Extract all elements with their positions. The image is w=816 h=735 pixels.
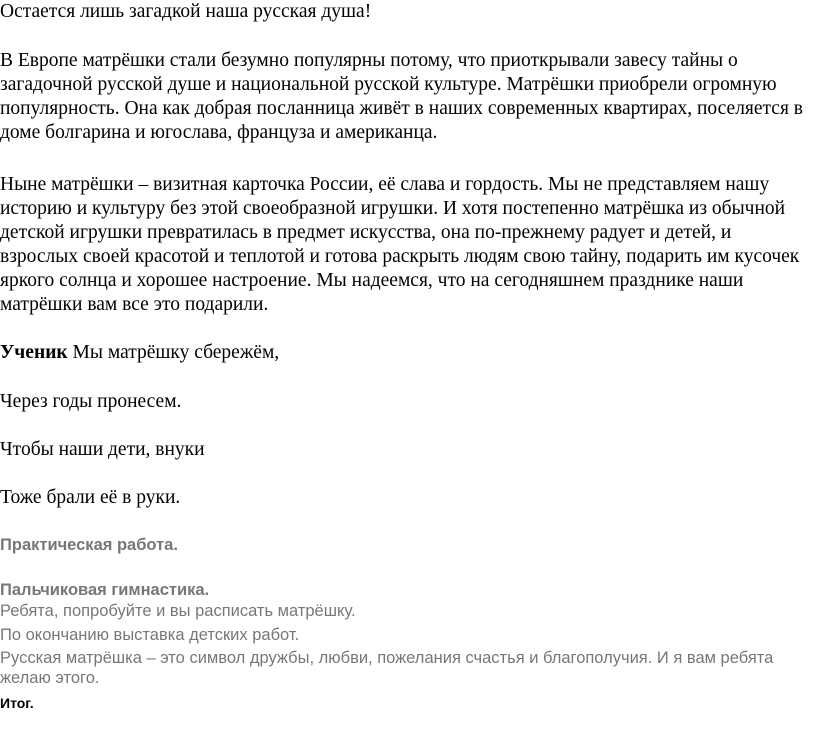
document-title: Остается лишь загадкой наша русская душа! <box>0 1 372 22</box>
instruction-2: По окончанию выставка детских работ. <box>0 626 300 644</box>
instruction-1: Ребята, попробуйте и вы расписать матрёшку. <box>0 602 356 620</box>
poem-speaker: Ученик <box>0 342 68 363</box>
closing-text: Русская матрёшка – это символ дружбы, любви, пожелания счастья и благополучия. И я вам ребята желаю этого. <box>0 649 774 687</box>
poem-line-1-text: Мы матрёшку сбережём, <box>67 342 280 363</box>
poem-line-3: Чтобы наши дети, внуки <box>0 439 205 460</box>
practical-heading: Практическая работа. <box>0 536 178 554</box>
poem-line-2: Через годы пронесем. <box>0 391 182 412</box>
paragraph-russia: Ныне матрёшки – визитная карточка России, её слава и гордость. Мы не представляем нашу историю и культуру без этой своеобразной игрушки. И хотя постепенно матрёшка из обычной детской игрушки превратилась в предмет искусства, она по-прежнему радует и детей, и взрослых своей красотой и теплотой и готова раскрыть людям свою тайну, подарить им кусочек яркого солнца и хорошее настроение. Мы надеемся, что на сегодняшнем празднике наши матрёшки вам все это подарили. <box>0 174 800 315</box>
gymnastics-heading: Пальчиковая гимнастика. <box>0 581 210 599</box>
paragraph-europe: В Европе матрёшки стали безумно популярны потому, что приоткрывали завесу тайны о загадочной русской душе и национальной русской культуре. Матрёшки приобрели огромную популярность. Она как добрая посланница живёт в наших современных квартирах, поселяется в доме болгарина и югослава, француза и американца. <box>0 50 804 143</box>
poem-line-1 <box>0 341 812 365</box>
poem-line-4: Тоже брали её в руки. <box>0 487 181 508</box>
summary-heading: Итог. <box>0 695 34 711</box>
